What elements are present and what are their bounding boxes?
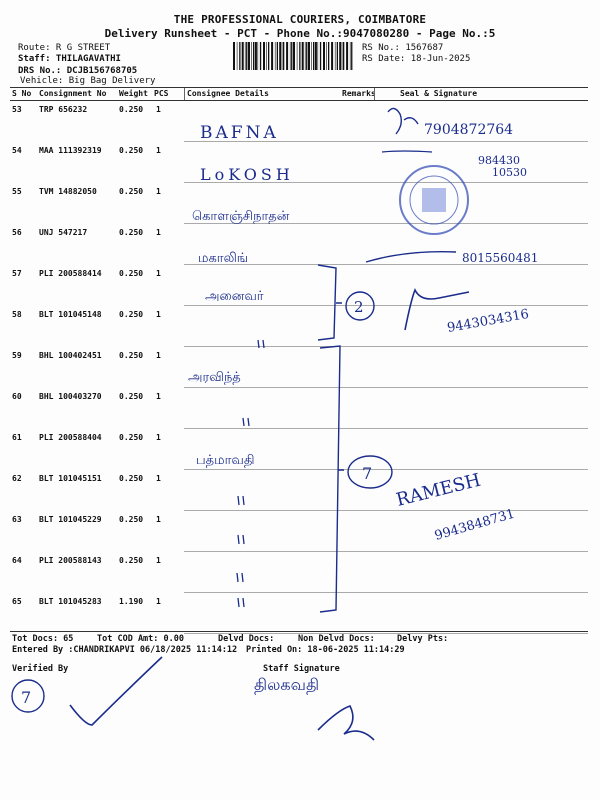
delivery-points: Delvy Pts: bbox=[397, 634, 449, 644]
row-sno: 59 bbox=[12, 351, 22, 360]
verified-by-label: Verified By bbox=[12, 664, 69, 674]
col-sno: S No bbox=[12, 89, 32, 98]
row-pcs: 1 bbox=[156, 433, 161, 442]
verified-checkmark bbox=[70, 657, 162, 725]
row-weight: 0.250 bbox=[119, 105, 144, 114]
delivered-docs: Delvd Docs: bbox=[218, 634, 275, 644]
row-weight: 0.250 bbox=[119, 228, 144, 237]
handwritten-name: பத்மாவதி bbox=[196, 453, 255, 468]
row-sno: 55 bbox=[12, 187, 22, 196]
company-title: THE PROFESSIONAL COURIERS, COIMBATORE bbox=[173, 13, 427, 26]
row-consignment-no: BLT 101045229 bbox=[39, 515, 102, 524]
printed-on: Printed On: 18-06-2025 11:14:29 bbox=[246, 645, 405, 655]
handwritten-signature: RAMESH bbox=[394, 469, 483, 511]
table-row bbox=[10, 306, 588, 347]
row-pcs: 1 bbox=[156, 269, 161, 278]
row-weight: 0.250 bbox=[119, 146, 144, 155]
row-consignment-no: BHL 100402451 bbox=[39, 351, 102, 360]
handwritten-name: LoKOSH bbox=[200, 165, 294, 184]
row-sno: 65 bbox=[12, 597, 22, 606]
row-sno: 64 bbox=[12, 556, 22, 565]
row-pcs: 1 bbox=[156, 146, 161, 155]
handwritten-name: அனைவர் bbox=[205, 289, 264, 304]
table-row bbox=[10, 593, 588, 634]
row-pcs: 1 bbox=[156, 105, 161, 114]
table-row bbox=[10, 224, 588, 265]
row-consignment-no: BLT 101045151 bbox=[39, 474, 102, 483]
table-row bbox=[10, 388, 588, 429]
row-weight: 0.250 bbox=[119, 515, 144, 524]
row-sno: 60 bbox=[12, 392, 22, 401]
row-pcs: 1 bbox=[156, 392, 161, 401]
row-sno: 57 bbox=[12, 269, 22, 278]
row-weight: 0.250 bbox=[119, 392, 144, 401]
row-sno: 62 bbox=[12, 474, 22, 483]
row-weight: 0.250 bbox=[119, 474, 144, 483]
table-row bbox=[10, 470, 588, 511]
row-pcs: 1 bbox=[156, 351, 161, 360]
vehicle-label: Vehicle: Big Bag Delivery bbox=[20, 76, 156, 86]
header-rule-top bbox=[10, 87, 588, 88]
staff-signature-label: Staff Signature bbox=[263, 664, 340, 674]
row-pcs: 1 bbox=[156, 228, 161, 237]
footer-rule bbox=[10, 631, 588, 632]
row-consignment-no: PLI 200588414 bbox=[39, 269, 102, 278]
count-circle-value: 7 bbox=[362, 464, 373, 483]
col-weight: Weight bbox=[119, 89, 148, 98]
handwritten-phone: 9443034316 bbox=[446, 306, 531, 336]
handwritten-phone: 10530 bbox=[492, 166, 527, 179]
col-divider bbox=[184, 88, 185, 100]
row-sno: 53 bbox=[12, 105, 22, 114]
handwritten-phone: 7904872764 bbox=[424, 122, 514, 138]
verified-circle bbox=[12, 680, 44, 712]
row-consignment-no: MAA 111392319 bbox=[39, 146, 102, 155]
table-row bbox=[10, 265, 588, 306]
col-remarks: Remarks bbox=[342, 89, 376, 98]
entered-by: Entered By :CHANDRIKAPVI 06/18/2025 11:14:12 bbox=[12, 645, 238, 655]
staff-handwritten-signature: திலகவதி bbox=[254, 675, 320, 694]
rs-number: RS No.: 1567687 bbox=[362, 43, 444, 53]
row-consignment-no: BLT 101045148 bbox=[39, 310, 102, 319]
row-pcs: 1 bbox=[156, 515, 161, 524]
row-pcs: 1 bbox=[156, 187, 161, 196]
row-weight: 0.250 bbox=[119, 310, 144, 319]
row-pcs: 1 bbox=[156, 597, 161, 606]
row-pcs: 1 bbox=[156, 310, 161, 319]
barcode-image bbox=[233, 42, 353, 70]
table-row bbox=[10, 552, 588, 593]
route-label: Route: R G STREET bbox=[18, 43, 111, 53]
non-delivered-docs: Non Delvd Docs: bbox=[298, 634, 375, 644]
handwritten-phone: 8015560481 bbox=[462, 251, 539, 265]
table-row bbox=[10, 511, 588, 552]
row-weight: 0.250 bbox=[119, 269, 144, 278]
col-seal: Seal & Signature bbox=[400, 89, 478, 98]
rs-date: RS Date: 18-Jun-2025 bbox=[362, 54, 471, 64]
handwritten-phone: 9943848731 bbox=[432, 506, 517, 544]
count-circle-value: 2 bbox=[354, 298, 364, 316]
handwritten-phone: 984430 bbox=[478, 154, 520, 167]
row-consignment-no: UNJ 547217 bbox=[39, 228, 88, 237]
col-pcs: PCS bbox=[154, 89, 169, 98]
row-sno: 61 bbox=[12, 433, 22, 442]
staff-signature-scribble bbox=[318, 706, 374, 740]
row-sno: 56 bbox=[12, 228, 22, 237]
row-weight: 1.190 bbox=[119, 597, 144, 606]
handwritten-name: அரவிந்த் bbox=[188, 370, 241, 385]
row-pcs: 1 bbox=[156, 556, 161, 565]
row-weight: 0.250 bbox=[119, 556, 144, 565]
row-consignment-no: TVM 14882050 bbox=[39, 187, 97, 196]
table-row bbox=[10, 429, 588, 470]
staff-label: Staff: THILAGAVATHI bbox=[18, 54, 121, 64]
table-row bbox=[10, 101, 588, 142]
col-consignee: Consignee Details bbox=[187, 89, 269, 98]
row-sno: 58 bbox=[12, 310, 22, 319]
row-consignment-no: TRP 656232 bbox=[39, 105, 88, 114]
handwritten-name: BAFNA bbox=[200, 123, 279, 143]
row-consignment-no: BLT 101045283 bbox=[39, 597, 102, 606]
row-sno: 63 bbox=[12, 515, 22, 524]
row-consignment-no: PLI 200588404 bbox=[39, 433, 102, 442]
row-pcs: 1 bbox=[156, 474, 161, 483]
row-sno: 54 bbox=[12, 146, 22, 155]
verified-circle-value: 7 bbox=[21, 688, 32, 707]
row-weight: 0.250 bbox=[119, 351, 144, 360]
col-divider bbox=[374, 88, 375, 100]
row-weight: 0.250 bbox=[119, 433, 144, 442]
table-row bbox=[10, 183, 588, 224]
drs-label: DRS No.: DCJB156768705 bbox=[18, 66, 138, 76]
runsheet-subtitle: Delivery Runsheet - PCT - Phone No.:9047080280 - Page No.:5 bbox=[104, 27, 496, 40]
total-docs: Tot Docs: 65 bbox=[12, 634, 74, 644]
handwritten-name: மகாலிங் bbox=[198, 251, 249, 266]
row-consignment-no: PLI 200588143 bbox=[39, 556, 102, 565]
table-row bbox=[10, 347, 588, 388]
row-weight: 0.250 bbox=[119, 187, 144, 196]
col-consignment: Consignment No bbox=[39, 89, 107, 98]
handwritten-name: கொளஞ்சிநாதன் bbox=[192, 209, 290, 224]
total-cod: Tot COD Amt: 0.00 bbox=[97, 634, 184, 644]
table-row bbox=[10, 142, 588, 183]
row-consignment-no: BHL 100403270 bbox=[39, 392, 102, 401]
